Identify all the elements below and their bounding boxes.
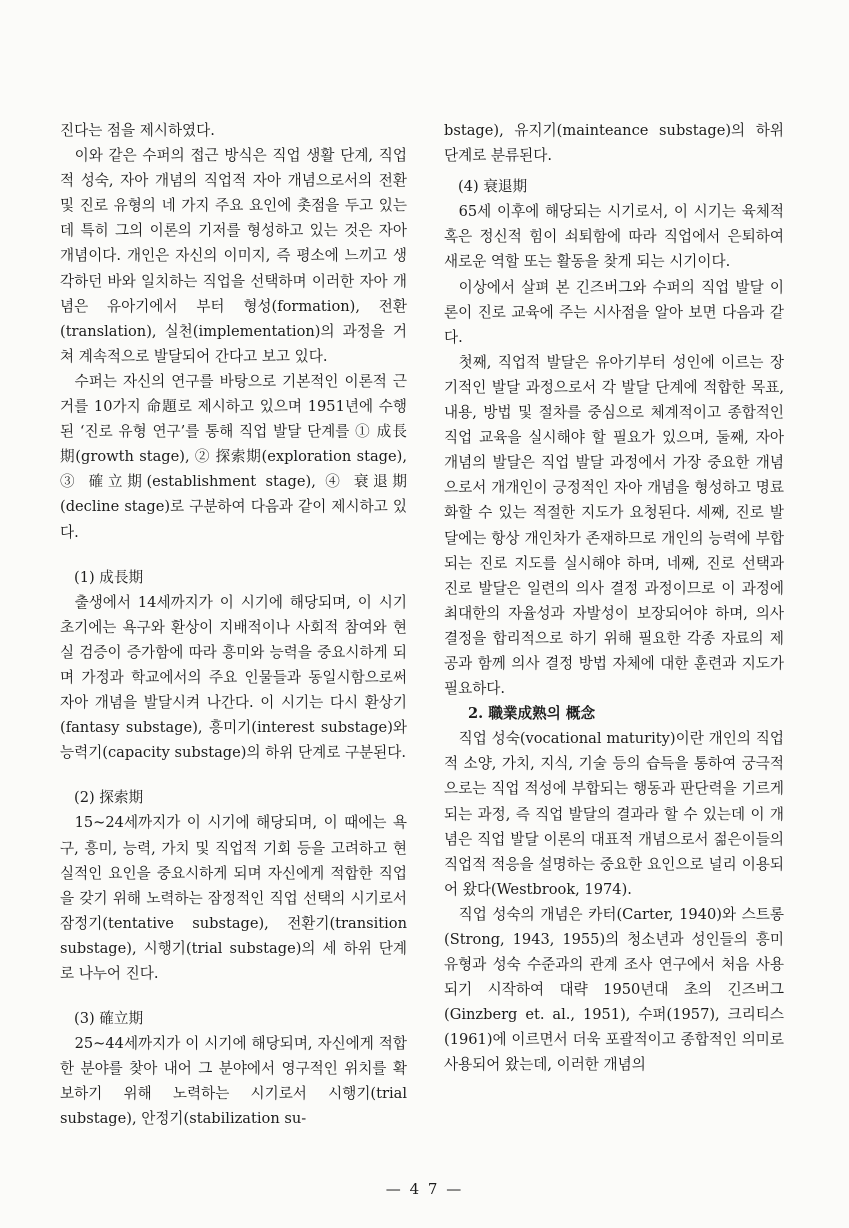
- summary-paragraph: 이상에서 살펴 본 긴즈버그와 수퍼의 직업 발달 이론이 진로 교육에 주는 시사점을 알아 보면 다음과 같다.: [444, 278, 784, 346]
- heading-growth: (1) 成長期: [74, 568, 144, 586]
- exploration-paragraph: 15~24세까지가 이 시기에 해당되며, 이 때에는 욕구, 흥미, 능력, 가치 및 직업적 기회 등을 고려하고 현실적인 요인을 중요시하게 되며 자신에게 적합한 직업을 갖기 위해 노력하는 잠정적인 직업 선택의 시기로서 잠정기(tentative substage), 전환기(transition substage), 시행기(trial substage)의 세 하위 단계로 나누어 진다.: [60, 814, 407, 982]
- decline-paragraph: 65세 이후에 해당되는 시기로서, 이 시기는 육체적 혹은 정신적 힘이 쇠퇴함에 따라 직업에서 은퇴하여 새로운 역할 또는 활동을 찾게 되는 시기이다.: [444, 203, 784, 271]
- super-approach-paragraph: 이와 같은 수퍼의 접근 방식은 직업 생활 단계, 직업적 성숙, 자아 개념의 직업적 자아 개념으로서의 전환 및 진로 유형의 네 가지 주요 요인에 촛점을 두고 있는데 특히 그의 이론의 기저를 형성하고 있는 것은 자아 개념이다. 개인은 자신의 이미지, 즉 평소에 느끼고 생각하던 바와 일치하는 직업을 선택하며 이러한 자아 개념은 유아기에서 부터 형성(formation), 전환(translation), 실천(implementation)의 과정을 거쳐 계속적으로 발달되어 간다고 보고 있다.: [60, 147, 407, 365]
- super-stages-paragraph: 수퍼는 자신의 연구를 바탕으로 기본적인 이론적 근거를 10가지 命題로 제시하고 있으며 1951년에 수행된 ‘진로 유형 연구’를 통해 직업 발달 단계를 ① 成長期(growth stage), ② 探索期(exploration stage), ③ 確立期(establishment stage), ④ 衰退期(decline stage)로 구분하여 다음과 같이 제시하고 있다.: [60, 372, 407, 541]
- heading-establishment: (3) 確立期: [74, 1010, 144, 1028]
- continued-paragraph: bstage), 유지기(mainteance substage)의 하위 단계로 분류된다.: [444, 122, 784, 165]
- heading-section-2: 2. 職業成熟의 概念: [468, 705, 596, 723]
- maturity-history-paragraph: 직업 성숙의 개념은 카터(Carter, 1940)와 스트롱(Strong, 1943, 1955)의 청소년과 성인들의 흥미 유형과 성숙 수준과의 관계 조사 연구에서 처음 사용되기 시작하여 대략 1950년대 초의 긴즈버그(Ginzberg et. al., 1951), 수퍼(1957), 크리티스(1961)에 이르면서 더욱 포괄적이고 종합적인 의미로 사용되어 왔는데, 이러한 개념의: [444, 905, 784, 1074]
- section-exploration: [60, 785, 407, 986]
- left-column: [60, 118, 407, 1132]
- implications-paragraph: 첫째, 직업적 발달은 유아기부터 성인에 이르는 장기적인 발달 과정으로서 각 발달 단계에 적합한 목표, 내용, 방법 및 절차를 중심으로 체계적이고 종합적인 직업 교육을 실시해야 할 필요가 있으며, 둘째, 자아 개념의 발달은 직업 발달 과정에서 가장 중요한 개념으로서 개개인이 긍정적인 자아 개념을 형성하고 명료화할 수 있는 적절한 지도가 요청된다. 세째, 진로 발달에는 항상 개인차가 존재하므로 개인의 능력에 부합되는 진로 지도를 실시해야 하며, 네째, 진로 선택과 진로 발달은 일련의 의사 결정 과정이므로 이 과정에 최대한의 자율성과 자발성이 보장되어야 하며, 의사 결정을 합리적으로 하기 위해 필요한 각종 자료의 제공과 함께 의사 결정 방법 자체에 대한 훈련과 지도가 필요하다.: [444, 353, 784, 698]
- section-growth: [60, 565, 407, 766]
- establishment-paragraph: 25~44세까지가 이 시기에 해당되며, 자신에게 적합한 분야를 찾아 내어 그 분야에서 영구적인 위치를 확보하기 위해 노력하는 시기로서 시행기(trial substage), 안정기(stabilization su-: [60, 1035, 407, 1128]
- continued-paragraph: 진다는 점을 제시하였다.: [60, 122, 215, 139]
- section-establishment: [60, 1006, 407, 1131]
- heading-decline: (4) 衰退期: [458, 178, 528, 196]
- heading-exploration: (2) 探索期: [74, 789, 144, 807]
- section-decline: [444, 174, 784, 274]
- right-column: [444, 118, 784, 1078]
- maturity-definition-paragraph: 직업 성숙(vocational maturity)이란 개인의 직업적 소양, 가치, 지식, 기술 등의 습득을 통하여 궁극적으로는 직업 적성에 부합되는 행동과 판단력을 기르게 되는 과정, 즉 직업 발달의 결과라 할 수 있는데 이 개념은 직업 발달 이론의 대표적 개념으로서 젊은이들의 직업적 적응을 설명하는 중요한 요인으로 널리 이용되어 왔다(Westbrook, 1974).: [444, 730, 784, 898]
- growth-paragraph: 출생에서 14세까지가 이 시기에 해당되며, 이 시기 초기에는 욕구와 환상이 지배적이나 사회적 참여와 현실 검증이 증가함에 따라 흥미와 능력을 중요시하게 되며 가정과 학교에서의 주요 인물들과 동일시함으로써 자아 개념을 발달시켜 나간다. 이 시기는 다시 환상기(fantasy substage), 흥미기(interest substage)와 능력기(capacity substage)의 하위 단계로 구분된다.: [60, 593, 407, 762]
- page-number: — 4 7 —: [385, 1180, 464, 1198]
